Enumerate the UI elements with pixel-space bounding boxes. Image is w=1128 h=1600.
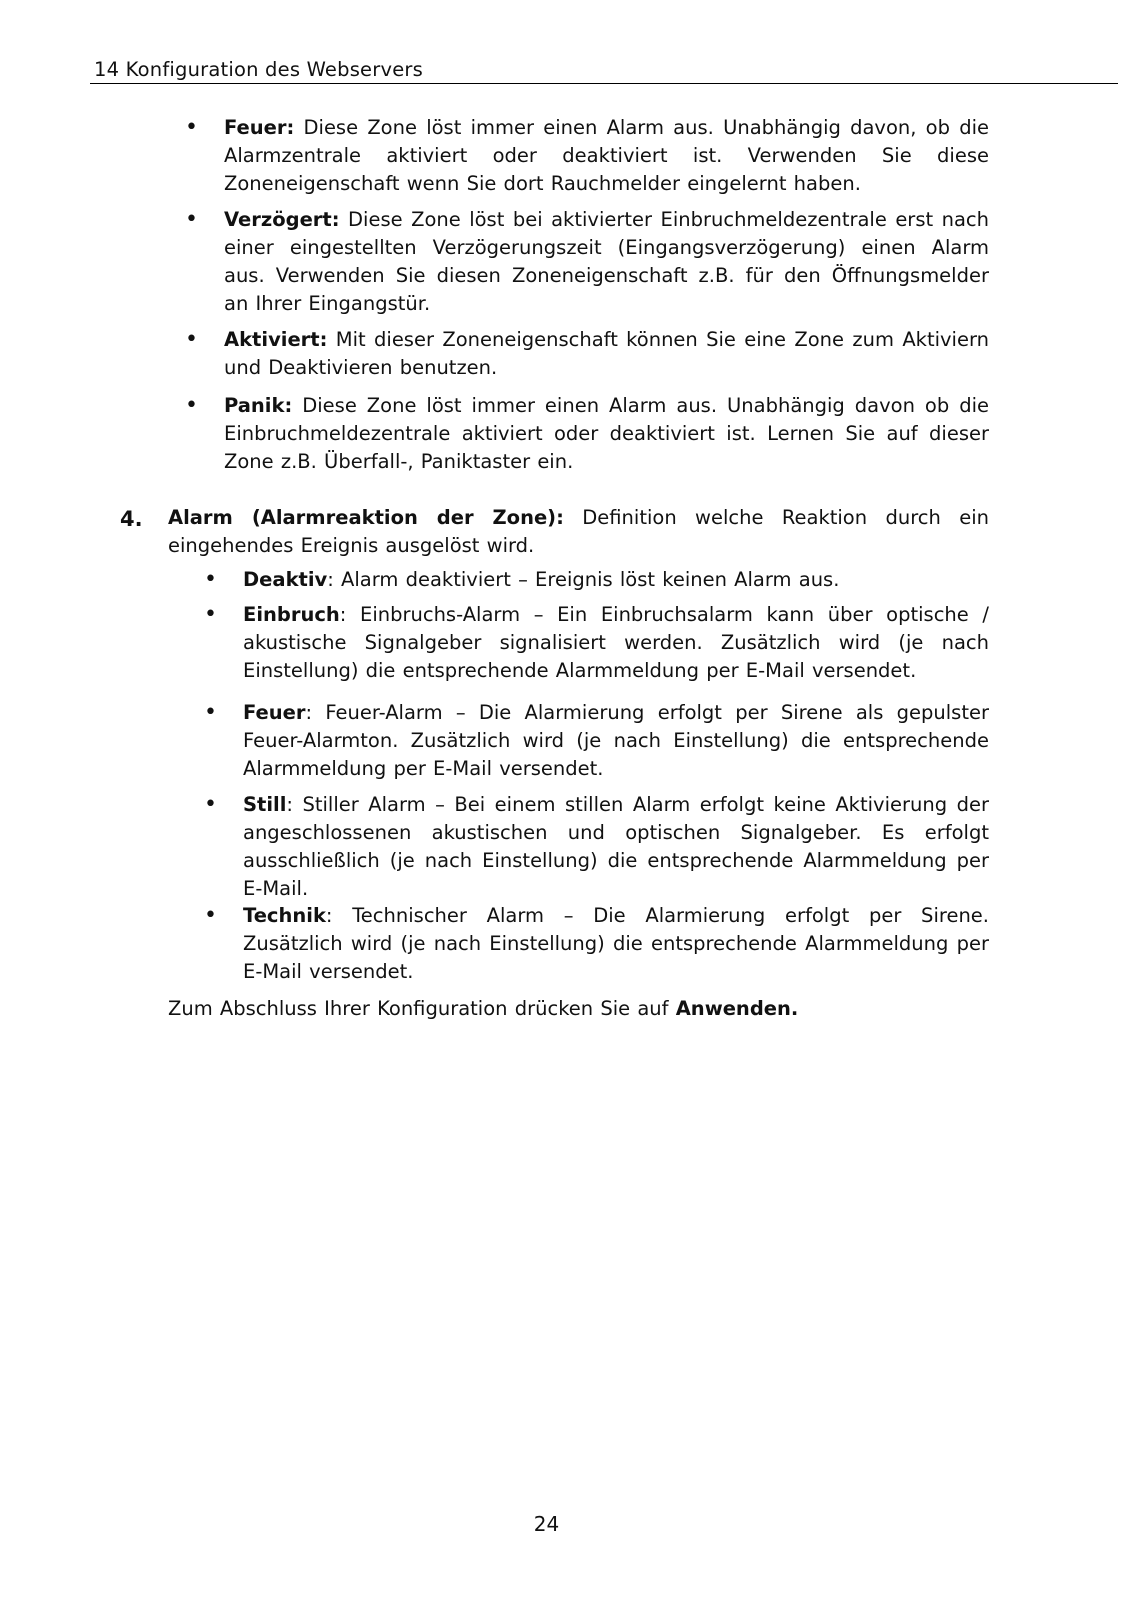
term-label: Panik: xyxy=(224,394,293,417)
list-item-verzoegert xyxy=(224,206,989,318)
term-label: Technik xyxy=(243,904,326,927)
bullet-icon: • xyxy=(185,327,198,352)
bullet-icon: • xyxy=(204,567,217,592)
bullet-icon: • xyxy=(204,602,217,627)
header-title: 14 Konfiguration des Webservers xyxy=(94,58,423,81)
list-item-panik xyxy=(224,392,989,476)
term-label: Still xyxy=(243,793,287,816)
list-item-einbruch xyxy=(243,601,989,685)
list-item-still xyxy=(243,791,989,903)
closing-text: Zum Abschluss Ihrer Konfiguration drücken Sie auf xyxy=(168,997,676,1020)
bullet-icon: • xyxy=(204,700,217,725)
item-text: Mit dieser Zoneneigenschaft können Sie eine Zone zum Aktiviern und Deaktivieren benutzen. xyxy=(224,328,989,379)
term-label: Verzögert: xyxy=(224,208,340,231)
item-text: Diese Zone löst bei aktivierter Einbruchmeldezentrale erst nach einer eingestellten Verzögerungszeit (Eingangsverzögerung) einen Alarm aus. Verwenden Sie diesen Zoneneigenschaft z.B. für den Öffnungsmelder an Ihrer Eingangstür. xyxy=(224,208,989,315)
bullet-icon: • xyxy=(185,207,198,232)
item-text: Diese Zone löst immer einen Alarm aus. Unabhängig davon, ob die Alarmzentrale aktiviert oder deaktiviert ist. Verwenden Sie diese Zoneneigenschaft wenn Sie dort Rauchmelder eingelernt haben. xyxy=(224,116,989,195)
term-label: Aktiviert: xyxy=(224,328,328,351)
bullet-icon: • xyxy=(204,903,217,928)
closing-paragraph xyxy=(168,995,989,1023)
page-header xyxy=(90,58,1118,84)
item-text: : Alarm deaktiviert – Ereignis löst keinen Alarm aus. xyxy=(327,568,840,591)
list-item-deaktiv xyxy=(243,566,989,594)
step4-paragraph xyxy=(168,504,989,560)
item-text: : Technischer Alarm – Die Alarmierung erfolgt per Sirene. Zusätzlich wird (je nach Einstellung) die entsprechende Alarmmeldung per E-Mail versendet. xyxy=(243,904,989,983)
bullet-icon: • xyxy=(185,115,198,140)
term-label: Feuer xyxy=(243,701,306,724)
step4-term: Alarm (Alarmreaktion der Zone): xyxy=(168,506,564,529)
item-text: : Stiller Alarm – Bei einem stillen Alarm erfolgt keine Aktivierung der angeschlossenen akustischen und optischen Signalgeber. Es erfolgt ausschließlich (je nach Einstellung) die entsprechende Alarmmeldung per E-Mail. xyxy=(243,793,989,900)
list-item-feuer-alarm xyxy=(243,699,989,783)
list-item-feuer xyxy=(224,114,989,198)
step-number: 4. xyxy=(120,507,143,531)
list-item-technik xyxy=(243,902,989,986)
term-label: Deaktiv xyxy=(243,568,328,591)
page-number: 24 xyxy=(533,1512,560,1536)
apply-term: Anwenden. xyxy=(675,997,799,1020)
step4-text: Definition welche Reaktion durch ein eingehendes Ereignis ausgelöst wird. xyxy=(168,506,989,557)
bullet-icon: • xyxy=(204,792,217,817)
term-label: Einbruch xyxy=(243,603,340,626)
item-text: Diese Zone löst immer einen Alarm aus. Unabhängig davon ob die Einbruchmeldezentrale aktiviert oder deaktiviert ist. Lernen Sie auf dieser Zone z.B. Überfall-, Paniktaster ein. xyxy=(224,394,989,473)
list-item-aktiviert xyxy=(224,326,989,382)
item-text: : Einbruchs-Alarm – Ein Einbruchsalarm kann über optische / akustische Signalgeber signalisiert werden. Zusätzlich wird (je nach Einstellung) die entsprechende Alarmmeldung per E-Mail versendet. xyxy=(243,603,989,682)
bullet-icon: • xyxy=(185,393,198,418)
item-text: : Feuer-Alarm – Die Alarmierung erfolgt per Sirene als gepulster Feuer-Alarmton. Zusätzlich wird (je nach Einstellung) die entsprechende Alarmmeldung per E-Mail versendet. xyxy=(243,701,989,780)
term-label: Feuer: xyxy=(224,116,295,139)
